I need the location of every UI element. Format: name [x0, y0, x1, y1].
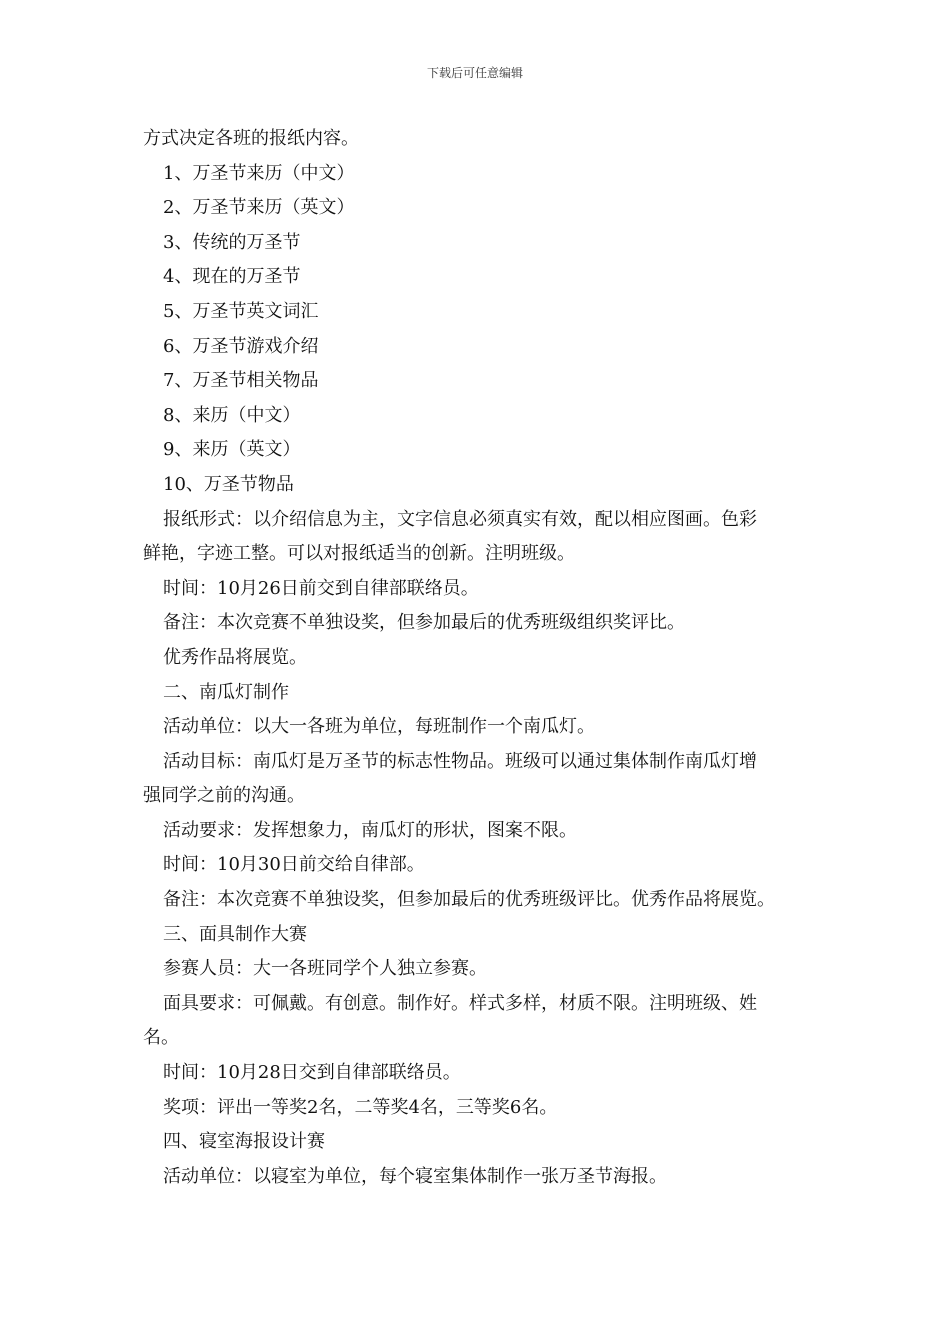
text-line: 活动单位：以大一各班为单位，每班制作一个南瓜灯。: [163, 716, 595, 738]
text-line: 强同学之前的沟通。: [143, 785, 305, 807]
text-line: 活动目标：南瓜灯是万圣节的标志性物品。班级可以通过集体制作南瓜灯增: [163, 750, 757, 772]
text-line: 1、万圣节来历（中文）: [163, 162, 355, 184]
text-line: 7、万圣节相关物品: [163, 370, 319, 392]
document-body: [143, 122, 811, 1194]
text-line: 6、万圣节游戏介绍: [163, 335, 319, 357]
text-line: 奖项：评出一等奖2名，二等奖4名，三等奖6名。: [163, 1096, 558, 1118]
text-line: 时间：10月30日前交给自律部。: [163, 854, 425, 876]
page-header-note: 下载后可任意编辑: [426, 66, 523, 80]
text-line: 优秀作品将展览。: [163, 646, 307, 668]
text-line: 四、寝室海报设计赛: [163, 1131, 325, 1153]
text-line: 8、来历（中文）: [163, 404, 301, 426]
text-line: 名。: [143, 1027, 179, 1049]
text-line: 参赛人员：大一各班同学个人独立参赛。: [163, 958, 487, 980]
text-line: 鲜艳，字迹工整。可以对报纸适当的创新。注明班级。: [143, 543, 575, 565]
text-line: 4、现在的万圣节: [163, 266, 301, 288]
text-line: 二、南瓜灯制作: [163, 681, 289, 703]
text-line: 时间：10月26日前交到自律部联络员。: [163, 577, 479, 599]
text-line: 三、面具制作大赛: [163, 923, 307, 945]
text-line: 备注：本次竞赛不单独设奖，但参加最后的优秀班级评比。优秀作品将展览。: [163, 889, 775, 911]
text-line: 3、传统的万圣节: [163, 231, 301, 253]
text-line: 9、来历（英文）: [163, 439, 301, 461]
text-line: 活动单位：以寝室为单位，每个寝室集体制作一张万圣节海报。: [163, 1165, 667, 1187]
text-line: 2、万圣节来历（英文）: [163, 197, 355, 219]
text-line: 时间：10月28日交到自律部联络员。: [163, 1062, 461, 1084]
text-line: 面具要求：可佩戴。有创意。制作好。样式多样，材质不限。注明班级、姓: [163, 992, 757, 1014]
text-line: 方式决定各班的报纸内容。: [143, 128, 359, 149]
text-line: 5、万圣节英文词汇: [163, 300, 319, 322]
text-line: 10、万圣节物品: [163, 473, 294, 495]
text-line: 活动要求：发挥想象力，南瓜灯的形状，图案不限。: [163, 819, 577, 841]
text-line: 报纸形式：以介绍信息为主，文字信息必须真实有效，配以相应图画。色彩: [163, 508, 757, 530]
text-line: 备注：本次竞赛不单独设奖，但参加最后的优秀班级组织奖评比。: [163, 612, 685, 634]
